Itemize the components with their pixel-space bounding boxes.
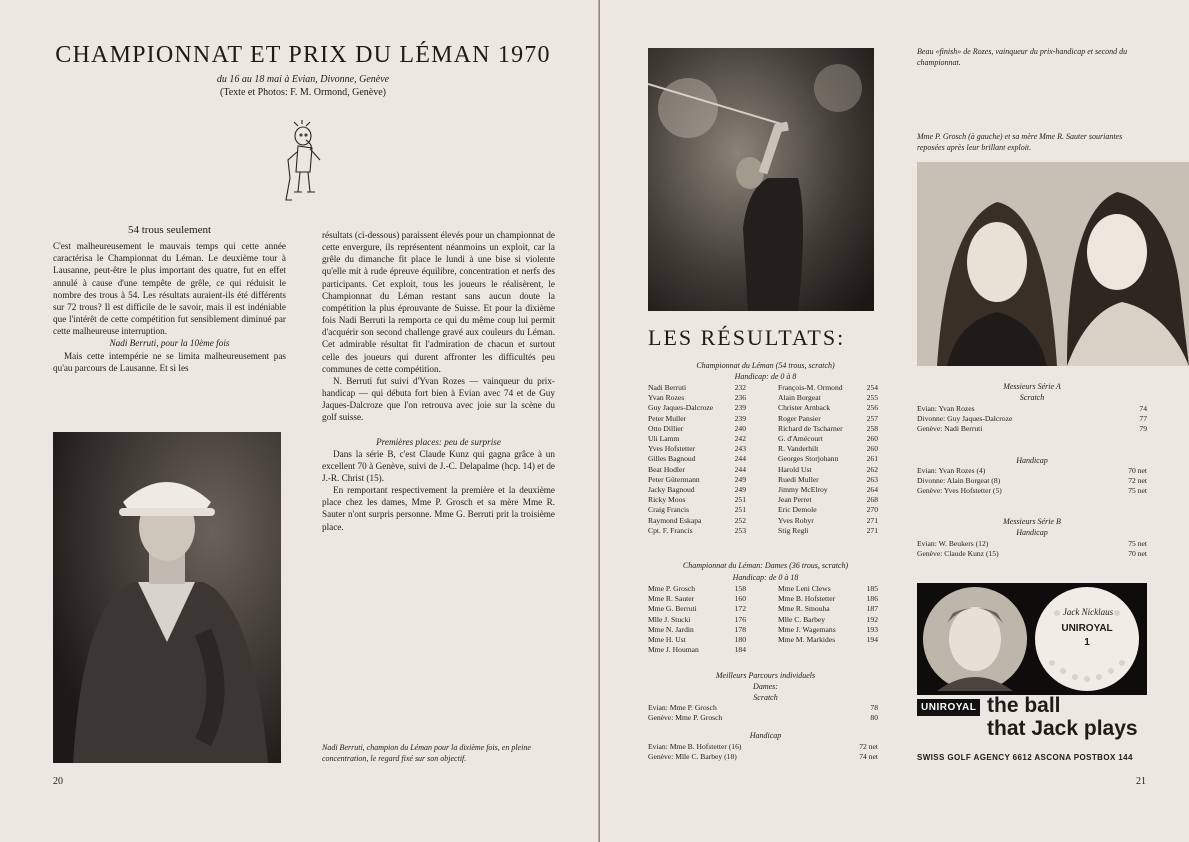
player-name: Otto Dillier [648,423,684,433]
player-name: Mme P. Grosch [648,584,696,593]
player-name: Mme R. Sauter [648,594,695,604]
player-name: Mme M. Markides [778,635,836,645]
result-row [917,539,1147,549]
player-name: Peter Muller [648,413,687,423]
photo-credit: (Texte et Photos: F. M. Ormond, Genève) [220,87,386,98]
ad-image [917,583,1147,695]
player-name: Cpt. F. Francis [648,525,693,535]
result-row [917,424,1147,434]
ladies-results-table-right [778,584,878,645]
player-score: 193 [866,624,878,634]
result-row [778,625,878,635]
series-b-handicap-label: Handicap [1016,528,1048,537]
men-results-subtitle: Championnat du Léman (54 trous, scratch) [696,361,835,370]
player-score: 240 [734,423,746,433]
player-score: 187 [866,604,878,614]
result-row [778,615,878,625]
player-name: Roger Pansier [778,413,821,423]
player-score: 192 [866,614,878,624]
player-score: 74 net [859,752,878,762]
player-score: 271 [866,515,878,525]
best-rounds-heading: Meilleurs Parcours individuels [715,671,816,680]
player-score: 249 [734,474,746,484]
result-row [917,476,1147,486]
player-score: 239 [734,413,746,423]
golfer-cartoon-illustration [280,120,330,206]
result-row [917,549,1147,559]
player-score: 254 [866,383,878,392]
player-name: Stig Regli [778,525,809,535]
player-score: 249 [734,485,746,495]
result-row [917,466,1147,476]
series-a-handicap-table [917,466,1147,497]
result-row [648,635,746,645]
player-name: Genève: Claude Kunz (15) [917,549,999,559]
result-row [778,434,878,444]
result-row [648,703,878,713]
men-results-table-left [648,383,746,536]
paragraph: En remportant respectivement la première et la deuxième place chez les dames, Mme P. Grosch et sa mère Mme R. Sauter n'ont surpris personne. Mme G. Berruti prit la troisième place. [322,485,555,532]
player-name: Mme J. Wagemans [778,624,836,634]
ad-ball-brand: UNIROYAL [1061,623,1113,634]
player-score: 270 [866,505,878,515]
player-score: 257 [866,413,878,423]
player-name: Georges Storjohann [778,454,839,464]
player-score: 176 [734,614,746,624]
player-score: 75 net [1128,486,1147,496]
series-a-handicap-label: Handicap [1016,456,1048,465]
result-row [778,424,878,434]
player-name: Craig Francis [648,505,690,515]
ad-tagline-line-2: that Jack plays [987,717,1138,740]
player-score: 260 [866,444,878,454]
player-score: 172 [734,604,746,614]
result-row [648,424,746,434]
paragraph: Mais cette intempérie ne se limita malheureusement pas qu'au parcours de Lausanne. Et si les [53,350,286,373]
player-score: 80 [870,713,878,723]
result-row [648,645,746,655]
player-name: Christer Arnback [778,403,831,413]
player-name: Yves Robyr [778,515,814,525]
player-score: 74 [1139,404,1147,413]
player-name: Mlle C. Barbey [778,614,826,624]
result-row [778,604,878,614]
player-name: Harold Ust [778,464,812,474]
result-row [648,594,746,604]
page-number: 20 [53,776,63,787]
player-name: Genève: Nadi Berruti [917,424,983,434]
player-name: Divonne: Alain Borgeat (8) [917,476,1001,486]
player-score: 258 [866,423,878,433]
event-dates: du 16 au 18 mai à Evian, Divonne, Genève [216,74,390,85]
player-name: Jimmy McElroy [778,485,828,495]
result-row [778,414,878,424]
men-results-table-right [778,383,878,536]
best-scratch-table [648,703,878,723]
ladies-handicap-label: Handicap: de 0 à 18 [732,573,799,582]
result-row [778,495,878,505]
player-name: Peter Gütermann [648,474,700,484]
player-name: Beat Hodler [648,464,685,474]
result-row [917,486,1147,496]
paragraph: C'est malheureusement le mauvais temps qui cette année caractérisa le Championnat du Léman. Le deuxième tour à Lausanne, peut-être le plus important des quatre, fut en effet annulé à cause d'une tempête de grêle, ce qui réduisit le nombre des trous à 54. Les résultats auraient-ils été différents sur 72 trous? Il est difficile de le savoir, mais il est indéniable que l'intérêt de cette compétition fut sensiblement diminué par cette malheureuse interruption. [53,241,286,337]
section-heading: 54 trous seulement [127,224,212,236]
player-name: Mme J. Houman [648,645,699,655]
result-row [648,444,746,454]
result-row [648,485,746,495]
result-row [648,403,746,413]
player-score: 158 [734,584,746,593]
uniroyal-logo: UNIROYAL [917,699,980,716]
player-name: Gilles Bagnoud [648,454,696,464]
player-score: 263 [866,474,878,484]
result-row [648,475,746,485]
results-title: LES RÉSULTATS: [648,325,846,350]
player-score: 72 net [859,742,878,751]
player-score: 251 [734,495,746,505]
player-score: 70 net [1128,549,1147,559]
player-name: Ricky Moos [648,495,686,505]
result-row [778,594,878,604]
player-name: Uli Lamm [648,434,680,444]
player-name: Yves Hofstetter [648,444,696,454]
player-name: Evian: Yvan Rozes [917,404,975,413]
player-score: 184 [734,645,746,655]
series-a-scratch-table [917,404,1147,435]
player-name: Evian: Mme P. Grosch [648,703,717,712]
player-score: 185 [866,584,878,593]
player-score: 244 [734,454,746,464]
player-score: 75 net [1128,539,1147,548]
player-name: Ruedi Muller [778,474,819,484]
result-row [778,485,878,495]
ad-ball-number: 1 [1084,637,1090,648]
result-row [778,505,878,515]
result-row [648,383,746,393]
player-name: Genève: Yves Hofstetter (5) [917,486,1002,496]
player-score: 77 [1139,414,1147,424]
player-score: 78 [870,703,878,712]
player-name: François-M. Ormond [778,383,843,392]
player-name: Mme N. Jardin [648,624,694,634]
player-score: 72 net [1128,476,1147,486]
player-score: 256 [866,403,878,413]
result-row [648,434,746,444]
italic-subheading: Nadi Berruti, pour la 10ème fois [109,338,230,349]
player-score: 255 [866,393,878,403]
player-name: Mme G. Berruti [648,604,697,614]
rozes-swing-photo [648,48,874,311]
player-name: Mme H. Ust [648,635,686,645]
player-score: 186 [866,594,878,604]
player-name: Mlle J. Stucki [648,614,691,624]
player-name: Evian: W. Beukers (12) [917,539,989,548]
result-row [648,742,878,752]
result-row [648,465,746,475]
result-row [648,584,746,594]
player-score: 178 [734,624,746,634]
best-rounds-ladies-label: Dames: [753,682,778,691]
player-name: Evian: Yvan Rozes (4) [917,466,986,475]
player-score: 239 [734,403,746,413]
result-row [648,495,746,505]
page-number: 21 [1136,776,1146,787]
best-handicap-label: Handicap [749,731,782,740]
best-rounds-scratch-label: Scratch [753,693,778,702]
player-score: 251 [734,505,746,515]
result-row [648,625,746,635]
result-row [778,635,878,645]
men-handicap-label: Handicap: de 0 à 8 [734,372,797,381]
paragraph: N. Berruti fut suivi d'Yvan Rozes — vainqueur du prix-handicap — qui débuta fort bien à Evian avec 74 et de Guy Jaques-Dalcroze que l'on retrouva avec joie sur la scène du golf suisse. [322,375,555,423]
result-row [648,414,746,424]
player-name: Eric Demole [778,505,817,515]
player-score: 160 [734,594,746,604]
player-score: 236 [734,393,746,403]
player-score: 261 [866,454,878,464]
series-b-handicap-table [917,539,1147,559]
player-name: Raymond Eskapa [648,515,702,525]
ad-tagline-line-1: the ball [987,694,1061,717]
player-name: G. d'Amécourt [778,434,823,444]
player-name: Alain Borgeat [778,393,821,403]
best-handicap-table [648,742,878,762]
player-name: Yvan Rozes [648,393,685,403]
ladies-results-table-left [648,584,746,655]
result-row [648,713,878,723]
result-row [778,465,878,475]
player-name: Evian: Mme B. Hofstetter (16) [648,742,742,751]
player-name: Nadi Berruti [648,383,687,392]
player-name: Mme Leni Clews [778,584,831,593]
result-row [778,475,878,485]
player-name: Mme R. Smouha [778,604,830,614]
player-score: 271 [866,525,878,535]
paragraph: Dans la série B, c'est Claude Kunz qui gagna grâce à un excellent 70 à Genève, suivi de J.-C. Delapalme (hcp. 14) et de J.-R. Christ (15). [322,448,555,483]
article-column-1 [53,224,286,374]
result-row [917,404,1147,414]
result-row [778,444,878,454]
swing-photo-caption: Beau «finish» de Rozes, vainqueur du prix-handicap et second du championnat. [917,47,1128,67]
player-name: Divonne: Guy Jaques-Dalcroze [917,414,1013,424]
result-row [778,383,878,393]
result-row [778,516,878,526]
right-page [600,0,1189,842]
player-score: 253 [734,525,746,535]
ad-footer: SWISS GOLF AGENCY 6612 ASCONA POSTBOX 144 [917,753,1133,762]
player-score: 242 [734,434,746,444]
berruti-photo [53,432,281,763]
result-row [778,393,878,403]
series-b-heading: Messieurs Série B [1003,517,1061,526]
player-name: Mme B. Hofstetter [778,594,836,604]
player-name: Jacky Bagnoud [648,485,695,495]
result-row [648,526,746,536]
result-row [648,393,746,403]
ad-signature: Jack Nicklaus [1062,607,1114,617]
player-name: Genève: Mlle C. Barbey (18) [648,752,737,762]
result-row [648,752,878,762]
player-name: R. Vanderhilt [778,444,819,454]
player-name: Jean Perret [778,495,812,505]
player-name: Guy Jaques-Dalcroze [648,403,714,413]
result-row [648,516,746,526]
player-name: Genève: Mme P. Grosch [648,713,723,723]
ladies-results-subtitle: Championnat du Léman: Dames (36 trous, scratch) [682,561,849,570]
player-score: 268 [866,495,878,505]
player-score: 264 [866,485,878,495]
player-score: 232 [734,383,746,392]
player-score: 244 [734,464,746,474]
player-score: 243 [734,444,746,454]
result-row [648,604,746,614]
player-name: Richard de Tscharner [778,423,843,433]
result-row [648,505,746,515]
uniroyal-advertisement [917,583,1147,738]
result-row [778,584,878,594]
series-a-heading: Messieurs Série A [1003,382,1061,391]
series-a-scratch-label: Scratch [1019,393,1045,402]
player-score: 79 [1139,424,1147,434]
result-row [778,454,878,464]
player-score: 194 [866,635,878,645]
player-score: 262 [866,464,878,474]
grosch-sauter-photo [917,162,1189,366]
result-row [778,526,878,536]
result-row [917,414,1147,424]
italic-subheading: Premières places: peu de surprise [376,436,501,447]
player-score: 180 [734,635,746,645]
paragraph: résultats (ci-dessous) paraissent élevés pour un championnat de cette envergure, ils représentent néanmoins un exploit, car la grêle du dimanche fit place le lundi à une bise si violente qu'elle mit à rude épreuve équilibre, concentration et nerfs des participants. Cet exploit, tous les joueurs le réalisèrent, le Championnat du Léman restant sans aucun doute la compétition la plus éprouvante de Suisse. Et pour la dixième fois Nadi Berruti la remporta ce qui du même coup lui permit d'acquérir son second challenge gravé aux couleurs du Léman. Cet admirable résultat fit l'admiration de chacun et surtout celle des joueurs qui durent affronter les difficultés peu communes de cette compétition. [322,230,555,374]
result-row [648,615,746,625]
player-score: 260 [866,434,878,444]
ladies-photo-caption: Mme P. Grosch (à gauche) et sa mère Mme R. Sauter souriantes reposées après leur brillant exploit. [917,132,1123,152]
article-title: CHAMPIONNAT ET PRIX DU LÉMAN 1970 [55,42,551,68]
player-score: 70 net [1128,466,1147,475]
result-row [648,454,746,464]
article-column-2 [322,229,555,533]
player-score: 252 [734,515,746,525]
photo-caption: Nadi Berruti, champion du Léman pour la dixième fois, en pleine concentration, le regard fixé sur son objectif. [322,743,531,763]
result-row [778,403,878,413]
